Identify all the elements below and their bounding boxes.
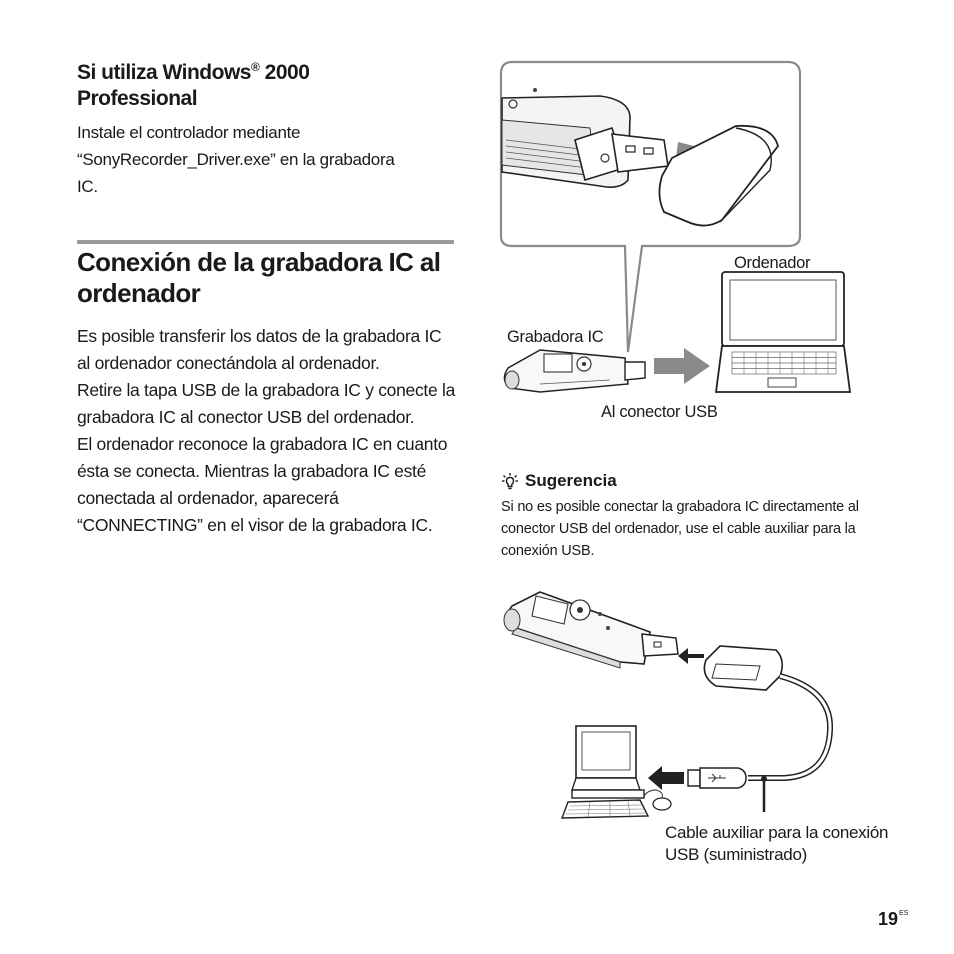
label-auxiliary-cable: Cable auxiliar para la conexión USB (suministrado) xyxy=(665,823,889,864)
windows-2000-heading: Si utiliza Windows® 2000 Professional xyxy=(77,60,310,110)
connect-paragraph-1: Es posible transferir los datos de la grabadora IC al ordenador conectándola al ordenador. xyxy=(77,326,442,373)
page-number: $19^{ES}$ xyxy=(878,909,909,929)
tip-title: Sugerencia xyxy=(525,471,617,490)
label-computer: Ordenador xyxy=(734,254,811,272)
connect-paragraph-3: El ordenador reconoce la grabadora IC en cuanto ésta se conecta. Mientras la grabadora IC esté conectada al ordenador, aparecerá “CONNECTING” en el visor de la grabadora IC. xyxy=(77,434,448,535)
page-language: ES xyxy=(899,910,909,917)
label-usb-connector: Al conector USB xyxy=(601,403,718,421)
connect-paragraph-2: Retire la tapa USB de la grabadora IC y conecte la grabadora IC al conector USB del ordenador. xyxy=(77,380,455,427)
windows-2000-body: Instale el controlador mediante “SonyRecorder_Driver.exe” en la grabadora IC. xyxy=(77,123,395,196)
label-recorder: Grabadora IC xyxy=(507,328,604,346)
tip-body: Si no es posible conectar la grabadora IC directamente al conector USB del ordenador, use el cable auxiliar para la conexión USB. xyxy=(501,499,859,559)
connect-heading: Conexión de la grabadora IC al ordenador xyxy=(77,247,441,308)
